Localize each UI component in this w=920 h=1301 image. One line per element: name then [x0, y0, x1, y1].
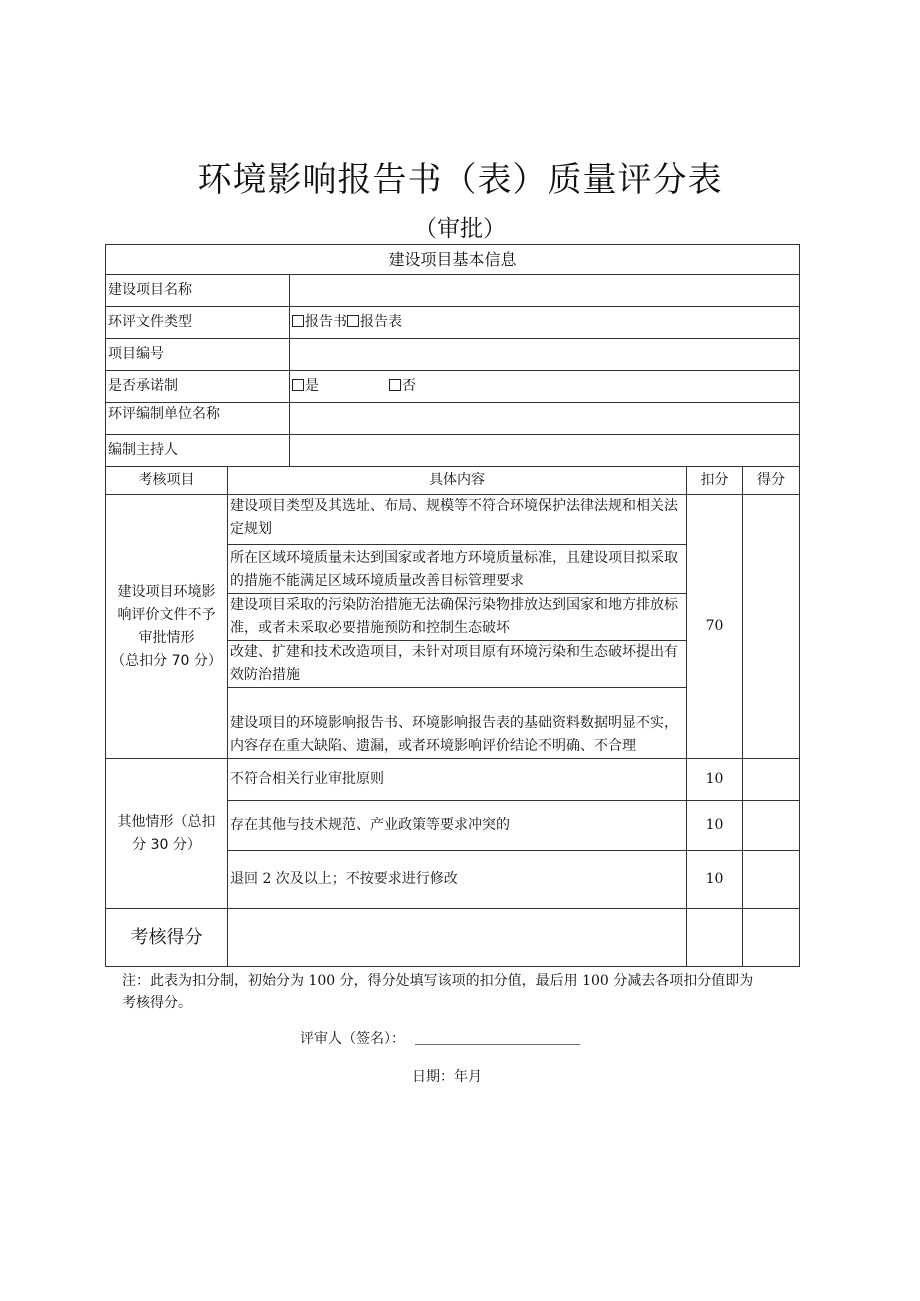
doc-type-options	[290, 307, 800, 339]
category2-item-deduction: 10	[687, 801, 743, 851]
host-label: 编制主持人	[106, 435, 290, 467]
signature-line[interactable]	[415, 1030, 580, 1045]
org-field[interactable]	[290, 403, 800, 435]
project-no-label: 项目编号	[106, 339, 290, 371]
commitment-no-checkbox[interactable]	[389, 379, 401, 391]
category1-label-line: （总扣分 70 分）	[111, 652, 222, 669]
header-item: 考核项目	[106, 467, 228, 495]
commitment-options	[290, 371, 800, 403]
doc-type-report-form-label: 报告表	[360, 314, 402, 330]
footnote	[122, 970, 812, 1014]
project-name-label: 建设项目名称	[106, 275, 290, 307]
category1-item: 建设项目类型及其选址、布局、规模等不符合环境保护法律法规和相关法定规划	[228, 495, 687, 545]
category2-label-line: 其他情形（总扣	[117, 813, 216, 830]
commitment-yes-checkbox[interactable]	[292, 379, 304, 391]
header-content: 具体内容	[228, 467, 687, 495]
doc-type-report-book-checkbox[interactable]	[292, 315, 304, 327]
category2-item-score-field[interactable]	[743, 851, 800, 909]
total-score-value-field[interactable]	[743, 909, 800, 967]
category2-label	[106, 759, 228, 909]
commitment-label: 是否承诺制	[106, 371, 290, 403]
category1-label-line: 响评价文件不予	[117, 606, 216, 623]
commitment-yes-label: 是	[305, 378, 319, 394]
doc-type-label: 环评文件类型	[106, 307, 290, 339]
total-score-label: 考核得分	[106, 909, 228, 967]
category1-label	[106, 495, 228, 759]
total-score-field[interactable]	[228, 909, 687, 967]
header-deduction: 扣分	[687, 467, 743, 495]
category1-label-line: 审批情形	[138, 629, 195, 646]
footnote-line: 考核得分。	[122, 995, 192, 1011]
total-deduction-field[interactable]	[687, 909, 743, 967]
commitment-no-label: 否	[402, 378, 416, 394]
category1-deduction: 70	[687, 495, 743, 759]
signer-row	[300, 1028, 580, 1048]
basic-info-heading: 建设项目基本信息	[106, 245, 800, 275]
category1-item: 建设项目采取的污染防治措施无法确保污染物排放达到国家和地方排放标准，或者未采取必要措施预防和控制生态破坏	[228, 594, 687, 641]
category1-item: 改建、扩建和技术改造项目，未针对项目原有环境污染和生态破坏提出有效防治措施	[228, 641, 687, 688]
host-field[interactable]	[290, 435, 800, 467]
doc-type-report-book-label: 报告书	[305, 314, 347, 330]
category2-item-score-field[interactable]	[743, 759, 800, 801]
date-label: 日期：年月	[412, 1069, 482, 1085]
org-label: 环评编制单位名称	[106, 403, 290, 435]
category2-item: 存在其他与技术规范、产业政策等要求冲突的	[228, 801, 687, 851]
header-score: 得分	[743, 467, 800, 495]
project-name-field[interactable]	[290, 275, 800, 307]
category2-item: 退回 2 次及以上；不按要求进行修改	[228, 851, 687, 909]
doc-type-report-form-checkbox[interactable]	[347, 315, 359, 327]
category2-item-deduction: 10	[687, 851, 743, 909]
page-subtitle: （审批）	[414, 216, 506, 242]
category1-score-field[interactable]	[743, 495, 800, 759]
footnote-line: 注：此表为扣分制，初始分为 100 分，得分处填写该项的扣分值，最后用 100 分减去各项扣分值即为	[122, 973, 754, 989]
score-table	[105, 244, 800, 967]
category2-label-line: 分 30 分）	[132, 836, 201, 853]
signer-label: 评审人（签名）：	[300, 1031, 405, 1047]
category2-item-score-field[interactable]	[743, 801, 800, 851]
category1-item: 建设项目的环境影响报告书、环境影响报告表的基础资料数据明显不实，内容存在重大缺陷、遗漏，或者环境影响评价结论不明确、不合理	[228, 688, 687, 759]
category1-label-line: 建设项目环境影	[117, 583, 216, 600]
category2-item-deduction: 10	[687, 759, 743, 801]
category2-item: 不符合相关行业审批原则	[228, 759, 687, 801]
page-title: 环境影响报告书（表）质量评分表	[197, 160, 723, 200]
category1-item: 所在区域环境质量未达到国家或者地方环境质量标准，且建设项目拟采取的措施不能满足区域环境质量改善目标管理要求	[228, 545, 687, 594]
project-no-field[interactable]	[290, 339, 800, 371]
